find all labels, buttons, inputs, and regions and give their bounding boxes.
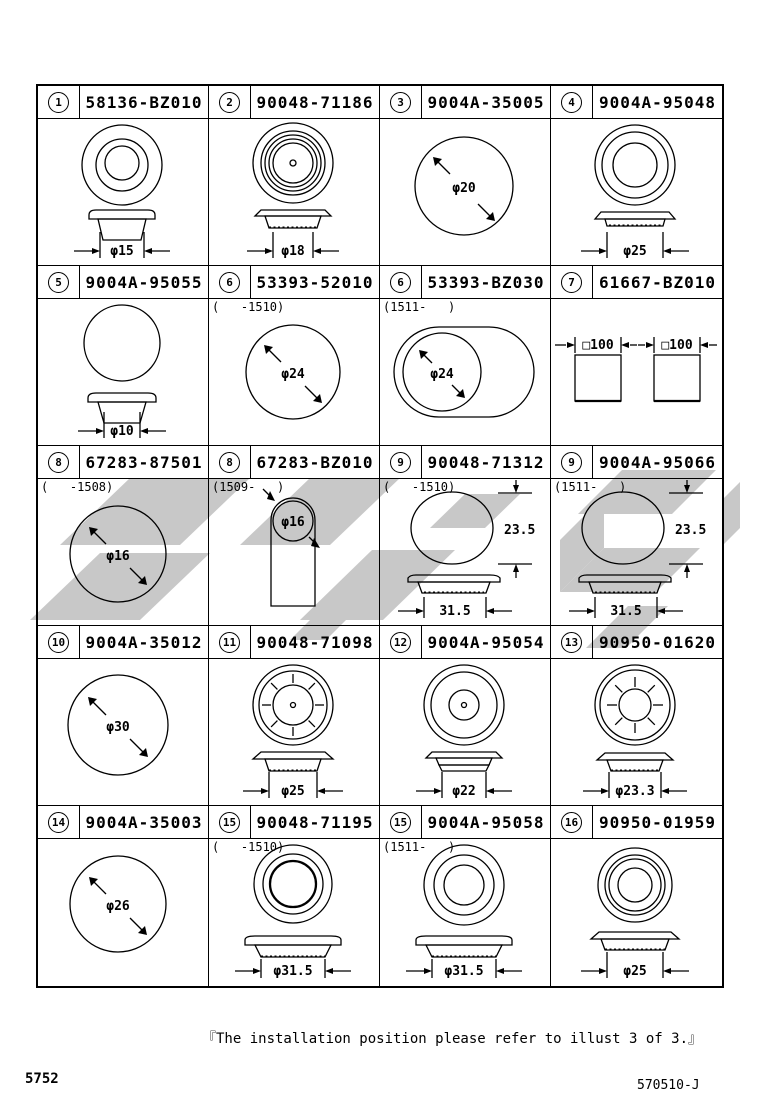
part-number: 9004A-95054 [427,632,545,652]
production-range: ( -1510) [212,840,285,854]
part-drawing [551,839,722,983]
circled-index: 12 [390,632,411,653]
dimension-label: □100 [661,338,693,353]
part-link[interactable] [380,446,550,479]
part-cell [380,266,551,446]
dimension-label: φ24 [430,367,454,382]
index-box [551,266,593,298]
part-link[interactable] [38,86,208,119]
part-drawing [209,119,379,263]
circled-index: 8 [48,452,69,473]
part-cell [551,446,722,626]
part-number: 90048-71312 [427,452,545,472]
part-link[interactable] [38,806,208,839]
index-box [380,266,422,298]
dimension-label: φ31.5 [273,964,313,979]
page-code: 5752 [25,1071,59,1087]
production-range: (1511- ) [383,300,456,314]
part-link[interactable] [551,806,722,839]
part-drawing [38,299,208,443]
part-link[interactable] [551,446,722,479]
dimension-label: φ16 [106,549,130,564]
part-number: 90048-71186 [256,92,374,112]
part-link[interactable] [209,806,379,839]
part-cell [551,806,722,986]
index-box [209,446,251,478]
part-number: 9004A-35003 [85,812,203,832]
circled-index: 4 [561,92,582,113]
index-box [380,86,422,118]
part-number: 53393-52010 [256,272,374,292]
part-drawing [380,299,550,443]
part-number: 9004A-95048 [599,92,716,112]
circled-index: 2 [219,92,240,113]
index-box [551,446,593,478]
part-number: 9004A-35012 [85,632,203,652]
part-cell [38,86,209,266]
part-cell [38,266,209,446]
circled-index: 15 [219,812,240,833]
index-box [38,626,80,658]
dimension-label: φ16 [281,515,305,530]
dimension-label: φ18 [281,244,305,259]
part-drawing [209,479,379,623]
part-cell [209,86,380,266]
dimension-label: 23.5 [504,523,536,538]
production-range: ( -1508) [41,480,114,494]
part-number: 61667-BZ010 [599,272,716,292]
part-drawing [209,839,379,983]
dimension-label: φ25 [623,964,647,979]
part-link[interactable] [380,626,550,659]
part-link[interactable] [209,626,379,659]
production-range: ( -1510) [383,480,456,494]
dimension-label: φ15 [110,244,134,259]
dimension-label: 23.5 [675,523,707,538]
part-drawing [551,479,722,623]
part-cell [380,446,551,626]
production-range: (1511- ) [383,840,456,854]
part-drawing [380,659,550,803]
circled-index: 11 [219,632,240,653]
part-cell [209,806,380,986]
part-drawing [380,839,550,983]
index-box [551,626,593,658]
dimension-label: φ25 [623,244,647,259]
index-box [209,626,251,658]
circled-index: 10 [48,632,69,653]
circled-index: 14 [48,812,69,833]
part-link[interactable] [209,266,379,299]
part-cell [551,266,722,446]
circled-index: 15 [390,812,411,833]
index-box [38,446,80,478]
index-box [380,446,422,478]
dimension-label: φ22 [452,784,476,799]
part-drawing [38,839,208,983]
part-drawing [209,659,379,803]
part-drawing [551,119,722,263]
dimension-label: φ31.5 [444,964,484,979]
index-box [209,266,251,298]
part-number: 90048-71098 [256,632,374,652]
part-link[interactable] [551,626,722,659]
dimension-label: φ24 [281,367,305,382]
part-link[interactable] [209,446,379,479]
part-number: 67283-87501 [85,452,203,472]
part-number: 58136-BZ010 [85,92,203,112]
index-box [38,806,80,838]
part-cell [209,446,380,626]
circled-index: 6 [219,272,240,293]
production-range: (1509- ) [212,480,285,494]
circled-index: 7 [561,272,582,293]
part-number: 9004A-95066 [599,452,716,472]
doc-code: 570510-J [637,1078,700,1093]
dimension-label: 31.5 [610,604,642,619]
dimension-label: φ25 [281,784,305,799]
part-link[interactable] [380,86,550,119]
part-link[interactable] [38,446,208,479]
dimension-label: φ26 [106,899,130,914]
circled-index: 6 [390,272,411,293]
dimension-label: 31.5 [439,604,471,619]
parts-table [36,84,724,988]
circled-index: 9 [390,452,411,473]
part-drawing [551,659,722,803]
circled-index: 8 [219,452,240,473]
part-number: 9004A-35005 [427,92,545,112]
index-box [209,86,251,118]
part-number: 90950-01620 [599,632,716,652]
part-cell [380,86,551,266]
dimension-label: □100 [582,338,614,353]
circled-index: 3 [390,92,411,113]
part-number: 67283-BZ010 [256,452,374,472]
part-drawing [38,119,208,263]
index-box [380,806,422,838]
part-drawing [551,299,722,443]
index-box [551,86,593,118]
index-box [209,806,251,838]
part-drawing [38,659,208,803]
dimension-label: φ10 [110,424,134,439]
part-cell [38,446,209,626]
part-link[interactable] [38,266,208,299]
dimension-label: φ23.3 [615,784,655,799]
production-range: (1511- ) [554,480,627,494]
part-number: 90950-01959 [599,812,716,832]
index-box [38,266,80,298]
part-drawing [38,479,208,623]
part-cell [38,626,209,806]
part-cell [551,626,722,806]
part-link[interactable] [38,626,208,659]
part-drawing [209,299,379,443]
index-box [38,86,80,118]
part-cell [380,806,551,986]
part-link[interactable] [551,266,722,299]
part-cell [209,626,380,806]
part-cell [38,806,209,986]
index-box [380,626,422,658]
part-cell [209,266,380,446]
part-cell [551,86,722,266]
part-number: 9004A-95055 [85,272,203,292]
dimension-label: φ20 [452,181,476,196]
circled-index: 9 [561,452,582,473]
part-drawing [380,479,550,623]
circled-index: 5 [48,272,69,293]
part-link[interactable] [551,86,722,119]
part-link[interactable] [209,86,379,119]
part-drawing [380,119,550,263]
part-number: 9004A-95058 [427,812,545,832]
part-number: 90048-71195 [256,812,374,832]
circled-index: 16 [561,812,582,833]
part-link[interactable] [380,806,550,839]
circled-index: 13 [561,632,582,653]
part-link[interactable] [380,266,550,299]
production-range: ( -1510) [212,300,285,314]
part-number: 53393-BZ030 [427,272,545,292]
dimension-label: φ30 [106,720,130,735]
installation-note: 『The installation position please refer to illust 3 of 3.』 [202,1031,703,1047]
part-cell [380,626,551,806]
circled-index: 1 [48,92,69,113]
index-box [551,806,593,838]
